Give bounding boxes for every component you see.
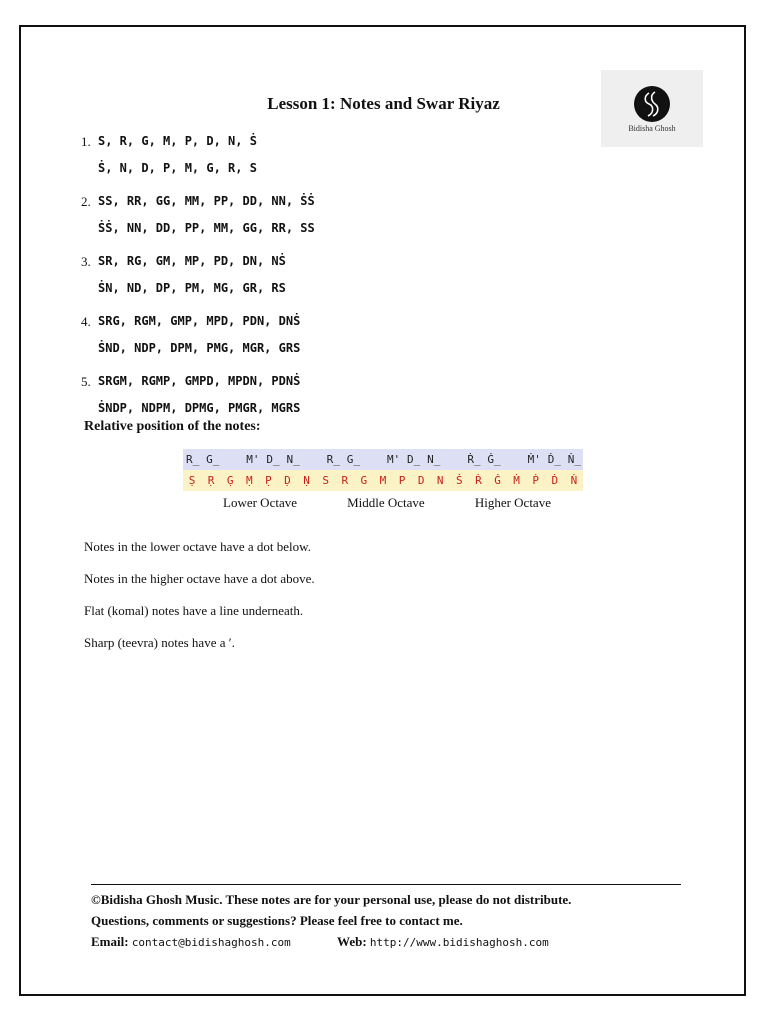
shuddha-note: Ṗ [532, 474, 539, 487]
contact-line [91, 931, 681, 952]
shuddha-note: Ṛ [207, 474, 215, 487]
shuddha-note: Ṅ [570, 474, 578, 487]
lesson-descending: Ṡ, N, D, P, M, G, R, S [98, 161, 257, 175]
relative-position-heading: Relative position of the notes: [84, 419, 261, 434]
shuddha-note: Ṣ [188, 474, 196, 487]
lesson-ascending: SRGM, RGMP, GMPD, MPDN, PDNṠ [98, 374, 301, 388]
variant-note: D̲ [266, 453, 280, 466]
shuddha-note: M [379, 474, 387, 487]
note-position-chart [183, 449, 583, 511]
logo-text: Bidisha Ghosh [628, 124, 676, 133]
note-line: Notes in the lower octave have a dot below. [84, 539, 311, 554]
shuddha-note: Ṁ [513, 474, 520, 487]
lesson-number: 1. [81, 134, 91, 149]
shuddha-note: Ḋ [551, 474, 559, 487]
shuddha-note: Ṃ [245, 474, 253, 487]
web-label: Web: [337, 934, 367, 949]
lesson-ascending: SR, RG, GM, MP, PD, DN, NṠ [98, 254, 286, 268]
shuddha-note: Ṇ [303, 474, 310, 487]
variant-note: R̲ [186, 453, 200, 466]
variant-note: G̲ [206, 453, 220, 466]
shuddha-note: Ṡ [456, 474, 463, 487]
contact-prompt: Questions, comments or suggestions? Please feel free to contact me. [91, 913, 463, 928]
octave-label-middle: Middle Octave [347, 495, 425, 510]
shuddha-note: P [398, 474, 406, 487]
komal-teevra-row [183, 449, 583, 470]
lesson-ascending: SS, RR, GG, MM, PP, DD, NN, ṠṠ [98, 194, 315, 208]
lesson-descending: ṠNDP, NDPM, DPMG, PMGR, MGRS [98, 401, 301, 415]
shuddha-note: S [322, 474, 329, 487]
lesson-descending: ṠN, ND, DP, PM, MG, GR, RS [98, 281, 286, 295]
shuddha-note: R [341, 474, 349, 487]
shuddha-note: Ṙ [475, 474, 482, 487]
variant-note: M' [246, 453, 260, 466]
shuddha-note: P̣ [265, 474, 272, 487]
shuddha-row [183, 470, 583, 491]
copyright-notice: ©Bidisha Ghosh Music. These notes are for your personal use, please do not distribute. [91, 892, 572, 907]
page-title: Lesson 1: Notes and Swar Riyaz [267, 94, 500, 113]
notation-notes [84, 537, 315, 665]
shuddha-note: G̣ [226, 474, 234, 487]
note-line: Notes in the higher octave have a dot above. [84, 571, 315, 586]
email-label: Email: [91, 934, 129, 949]
lesson-number: 5. [81, 374, 91, 389]
logo-emblem-icon [634, 86, 670, 122]
lesson-descending: ṠND, NDP, DPM, PMG, MGR, GRS [98, 341, 301, 355]
octave-label-higher: Higher Octave [474, 495, 551, 510]
email-link[interactable]: contact@bidishaghosh.com [131, 936, 291, 949]
web-link[interactable]: http://www.bidishaghosh.com [369, 936, 549, 949]
lesson-number: 2. [81, 194, 91, 209]
document-page [19, 25, 746, 996]
variant-note: Ṁ' [527, 453, 541, 466]
variant-note: Ṅ̲ [567, 453, 582, 466]
shuddha-note: N [436, 474, 444, 487]
lesson-ascending: SRG, RGM, GMP, MPD, PDN, DNṠ [98, 314, 301, 328]
variant-note: Ḋ̲ [547, 453, 561, 466]
shuddha-note: D [417, 474, 425, 487]
note-line: Flat (komal) notes have a line underneath. [84, 603, 304, 618]
variant-note: G̲ [346, 453, 360, 466]
shuddha-note: Ḍ [284, 474, 291, 487]
lesson-number: 4. [81, 314, 91, 329]
variant-note: N̲ [427, 453, 441, 466]
lesson-descending: ṠṠ, NN, DD, PP, MM, GG, RR, SS [98, 221, 315, 235]
octave-labels [183, 495, 583, 511]
octave-label-lower: Lower Octave [223, 495, 297, 510]
variant-note: D̲ [407, 453, 421, 466]
variant-note: N̲ [286, 453, 300, 466]
variant-note: R̲ [326, 453, 340, 466]
variant-note: M' [386, 453, 401, 466]
lesson-ascending: S, R, G, M, P, D, N, Ṡ [98, 134, 257, 148]
shuddha-note: Ġ [494, 474, 501, 487]
variant-note: Ġ̲ [487, 453, 501, 466]
note-line: Sharp (teevra) notes have a ′. [84, 635, 235, 650]
brand-logo [601, 70, 703, 147]
lesson-number: 3. [81, 254, 91, 269]
page-footer [91, 884, 681, 952]
variant-note: Ṙ̲ [467, 453, 481, 466]
shuddha-note: G [360, 474, 368, 487]
